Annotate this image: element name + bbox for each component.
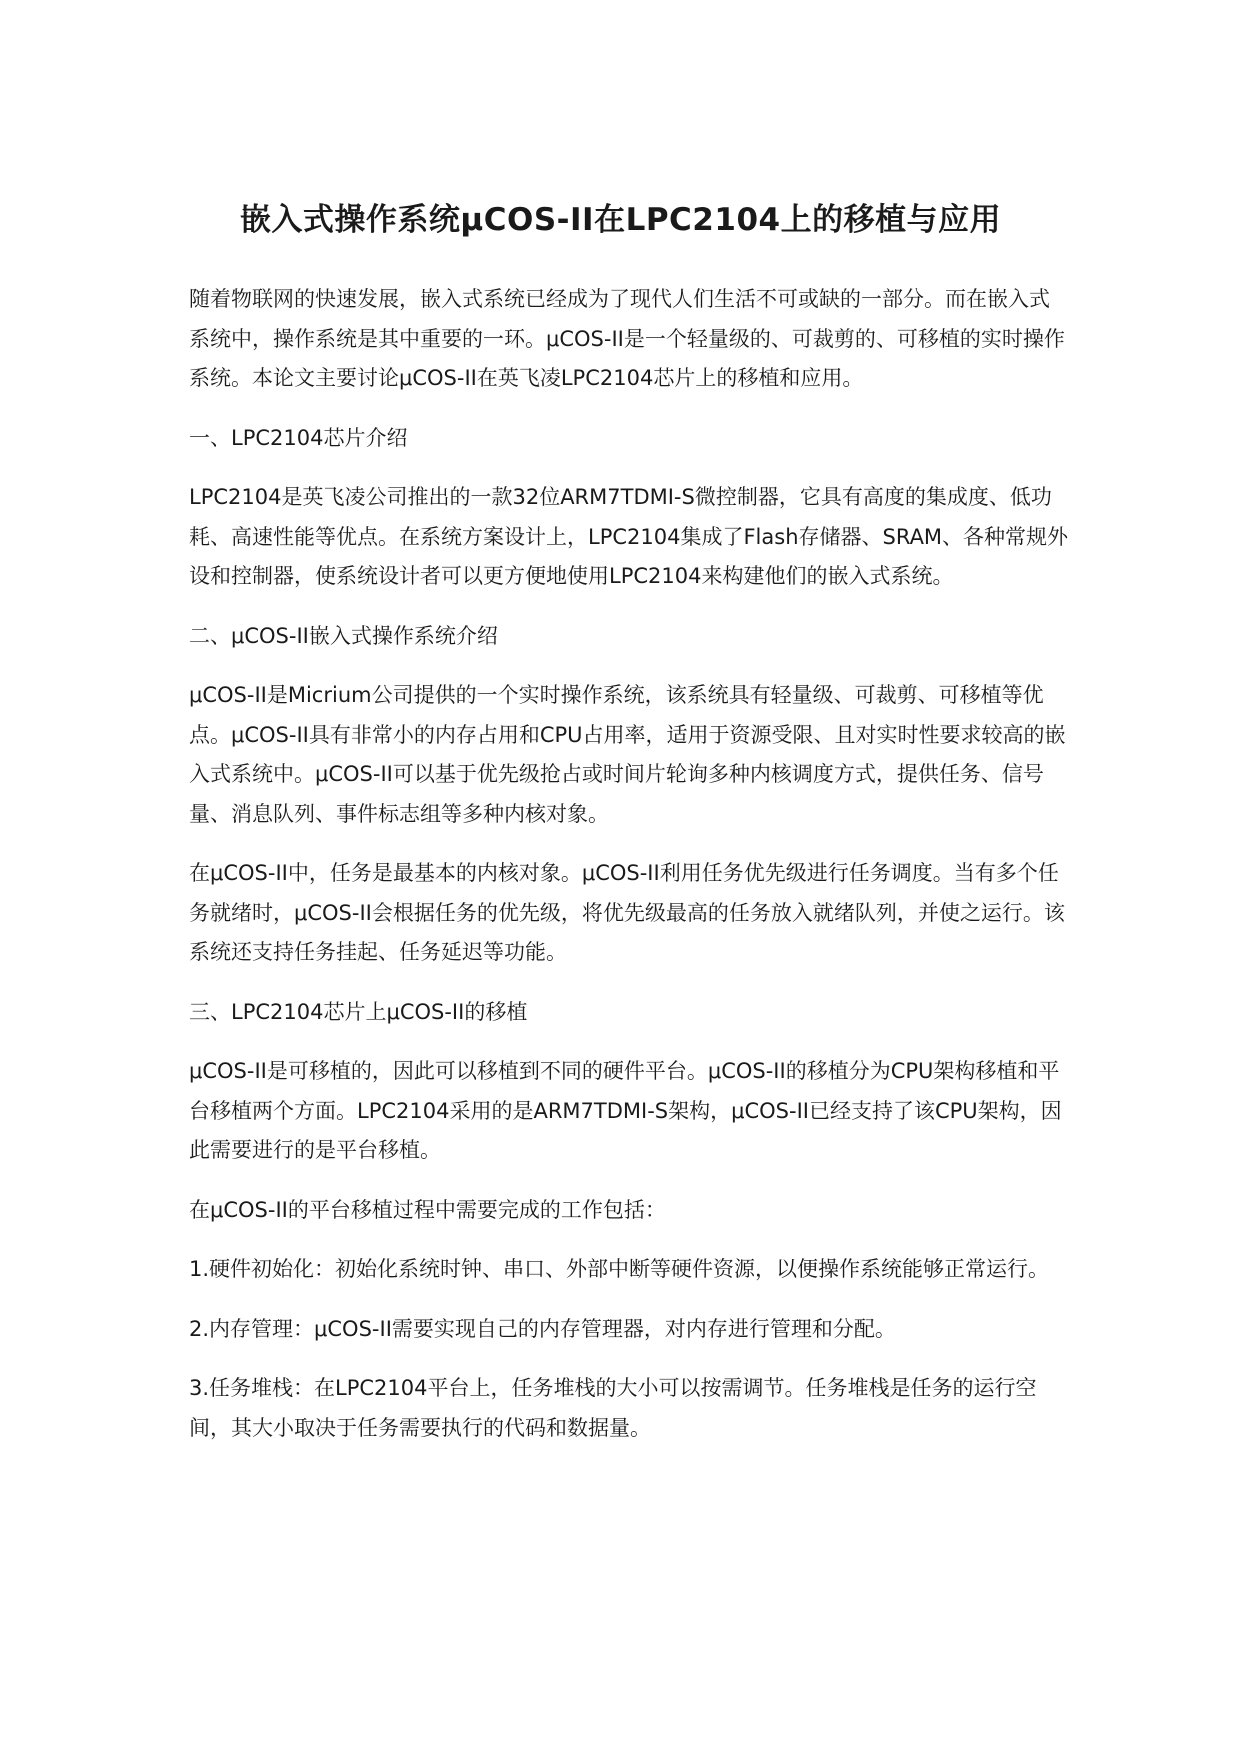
porting-item-task-stack: 3.任务堆栈：在LPC2104平台上，任务堆栈的大小可以按需调节。任务堆栈是任务的运行空间，其大小取决于任务需要执行的代码和数据量。 <box>189 1376 1037 1440</box>
document-title: 嵌入式操作系统μCOS-II在LPC2104上的移植与应用 <box>239 201 1002 238</box>
ucos-paragraph-2: 在μCOS-II中，任务是最基本的内核对象。μCOS-II利用任务优先级进行任务调度。当有多个任务就绪时，μCOS-II会根据任务的优先级，将优先级最高的任务放入就绪队列，并使之运行。该系统还支持任务挂起、任务延迟等功能。 <box>189 861 1065 964</box>
section-heading-ucos-intro: 二、μCOS-II嵌入式操作系统介绍 <box>189 623 498 648</box>
ucos-paragraph-1: μCOS-II是Micrium公司提供的一个实时操作系统，该系统具有轻量级、可裁剪、可移植等优点。μCOS-II具有非常小的内存占用和CPU占用率，适用于资源受限、且对实时性要求较高的嵌入式系统中。μCOS-II可以基于优先级抢占或时间片轮询多种内核调度方式，提供任务、信号量、消息队列、事件标志组等多种内核对象。 <box>189 683 1066 826</box>
porting-item-memory: 2.内存管理：μCOS-II需要实现自己的内存管理器，对内存进行管理和分配。 <box>189 1316 896 1341</box>
section-heading-lpc2104-intro: 一、LPC2104芯片介绍 <box>189 425 408 450</box>
section-heading-porting: 三、LPC2104芯片上μCOS-II的移植 <box>189 999 528 1024</box>
intro-paragraph: 随着物联网的快速发展，嵌入式系统已经成为了现代人们生活不可或缺的一部分。而在嵌入式系统中，操作系统是其中重要的一环。μCOS-II是一个轻量级的、可裁剪的、可移植的实时操作系统。本论文主要讨论μCOS-II在英飞凌LPC2104芯片上的移植和应用。 <box>189 287 1065 390</box>
porting-item-hardware-init: 1.硬件初始化：初始化系统时钟、串口、外部中断等硬件资源，以便操作系统能够正常运行。 <box>189 1257 1050 1281</box>
porting-tasks-intro: 在μCOS-II的平台移植过程中需要完成的工作包括： <box>189 1197 666 1222</box>
document-body <box>189 280 1069 1468</box>
lpc2104-paragraph: LPC2104是英飞凌公司推出的一款32位ARM7TDMI-S微控制器，它具有高度的集成度、低功耗、高速性能等优点。在系统方案设计上，LPC2104集成了Flash存储器、SRAM、各种常规外设和控制器，使系统设计者可以更方便地使用LPC2104来构建他们的嵌入式系统。 <box>189 485 1069 588</box>
porting-paragraph: μCOS-II是可移植的，因此可以移植到不同的硬件平台。μCOS-II的移植分为CPU架构移植和平台移植两个方面。LPC2104采用的是ARM7TDMI-S架构，μCOS-II已经支持了该CPU架构，因此需要进行的是平台移植。 <box>189 1059 1062 1162</box>
